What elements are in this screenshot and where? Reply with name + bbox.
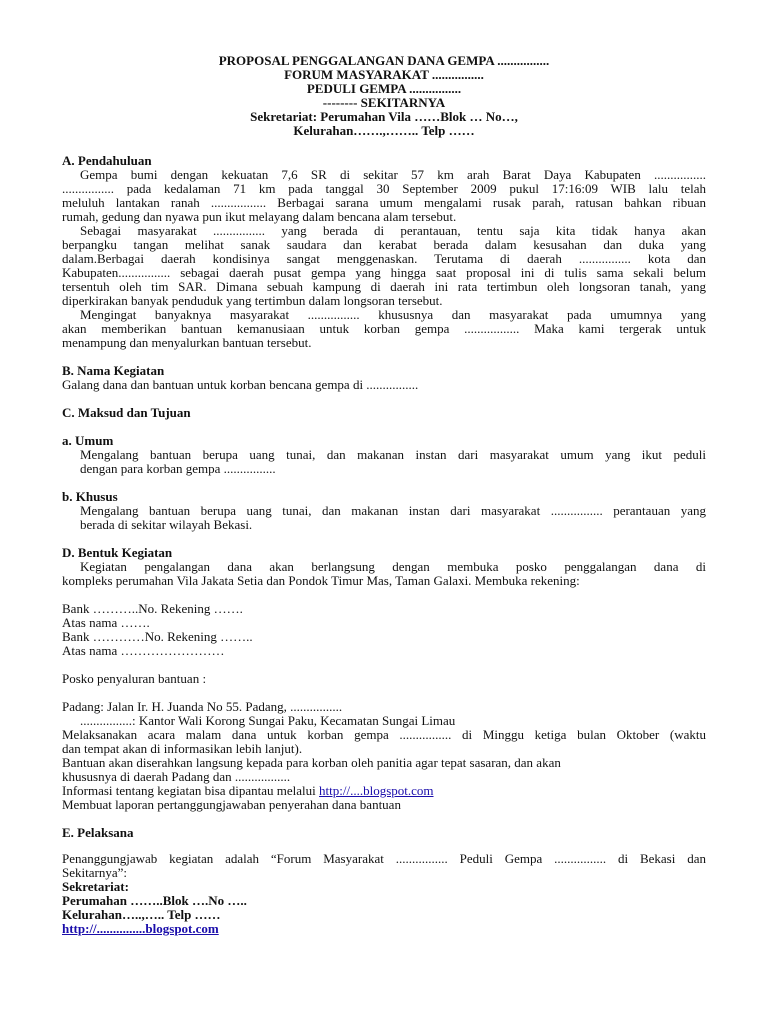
info-line xyxy=(62,784,706,798)
responsible-line: Sekitarnya”: xyxy=(62,865,127,880)
kelurahan-contact: Kelurahan…….,…….. Telp …… xyxy=(293,123,475,138)
section-a-line: rumah, gedung dan nyawa pun ikut melayang dalam bencana alam tersebut. xyxy=(62,209,457,224)
account-holder-line: Atas nama ……. xyxy=(62,615,150,630)
forum-title: FORUM MASYARAKAT ................ xyxy=(284,67,484,82)
section-a-line: tersentuh oleh tim SAR. Dimana sebuah kampung di daerah ini rata tertimbun oleh longsoran tanah, yang xyxy=(62,279,706,294)
section-c-heading: C. Maksud dan Tujuan xyxy=(62,405,191,420)
section-e-heading: E. Pelaksana xyxy=(62,825,134,840)
section-d-heading: D. Bentuk Kegiatan xyxy=(62,545,173,560)
section-d-line: Bantuan akan diserahkan langsung kepada para korban oleh panitia agar tepat sasaran, dan akan xyxy=(62,755,561,770)
kantor-address: ................: Kantor Wali Korong Sungai Paku, Kecamatan Sungai Limau xyxy=(80,713,456,728)
footer-link-line xyxy=(62,922,706,936)
khusus-line: berada di sekitar wilayah Bekasi. xyxy=(80,517,253,532)
blog-link[interactable]: http://...............blogspot.com xyxy=(62,921,219,936)
padang-address: Padang: Jalan Ir. H. Juanda No 55. Padang, ................ xyxy=(62,699,343,714)
umum-line: dengan para korban gempa ................ xyxy=(80,461,276,476)
proposal-title: PROPOSAL PENGGALANGAN DANA GEMPA ................ xyxy=(218,53,550,68)
section-d-line: dan tempat akan di informasikan lebih lanjut). xyxy=(62,741,303,756)
sekitarnya-title: -------- SEKITARNYA xyxy=(322,95,446,110)
laporan-line: Membuat laporan pertanggungjawaban penyerahan dana bantuan xyxy=(62,797,401,812)
section-d-line: khususnya di daerah Padang dan ................. xyxy=(62,769,291,784)
section-d-intro: Kegiatan pengalangan dana akan berlangsung dengan membuka posko penggalangan dana di xyxy=(80,559,706,574)
section-a-line: Kabupaten................ sebagai daerah pusat gempa yang hingga saat proposal ini di tulis sama sekali belum xyxy=(62,265,706,280)
section-d-line: Melaksanakan acara malam dana untuk korban gempa ................ di Minggu ketiga bulan Oktober (waktu xyxy=(62,727,706,742)
posko-label: Posko penyaluran bantuan : xyxy=(62,671,207,686)
perumahan-line: Perumahan ……..Blok ….No ….. xyxy=(62,893,247,908)
khusus-line: Mengalang bantuan berupa uang tunai, dan makanan instan dari masyarakat ................ perantauan yang xyxy=(80,503,706,518)
section-a-line: akan memberikan bantuan kemanusiaan untuk korban gempa ................. Maka kami tergerak untuk xyxy=(62,321,706,336)
subsection-umum-heading: a. Umum xyxy=(62,433,114,448)
bank-line: Bank …………No. Rekening …….. xyxy=(62,629,253,644)
section-a-line: berpangku tangan melihat sanak saudara dan kerabat berada dalam kesusahan dan duka yang xyxy=(62,237,706,252)
kelurahan-line: Kelurahan…..,….. Telp …… xyxy=(62,907,221,922)
section-a-heading: A. Pendahuluan xyxy=(62,153,152,168)
secretariat-address: Sekretariat: Perumahan Vila ……Blok … No…, xyxy=(250,109,518,124)
umum-line: Mengalang bantuan berupa uang tunai, dan makanan instan dari masyarakat umum yang ikut peduli xyxy=(80,447,706,462)
info-prefix: Informasi tentang kegiatan bisa dipantau melalui xyxy=(62,783,320,798)
subsection-khusus-heading: b. Khusus xyxy=(62,489,118,504)
peduli-title: PEDULI GEMPA ................ xyxy=(306,81,462,96)
section-a-line: Sebagai masyarakat ................ yang berada di perantauan, tentu saja kita tidak hanya akan xyxy=(80,223,706,238)
section-a-line: diperkirakan banyak penduduk yang tertimbun dalam longsoran tersebut. xyxy=(62,293,443,308)
section-a-line: ................ pada kedalaman 71 km pada tanggal 30 September 2009 pukul 17:16:09 WIB lalu telah xyxy=(62,181,706,196)
bank-line: Bank ………..No. Rekening ……. xyxy=(62,601,243,616)
section-a-line: menampung dan menyalurkan bantuan tersebut. xyxy=(62,335,312,350)
section-d-intro: kompleks perumahan Vila Jakata Setia dan Pondok Timur Mas, Taman Galaxi. Membuka rekening: xyxy=(62,573,580,588)
section-a-line: Mengingat banyaknya masyarakat ................ khususnya dan masyarakat pada umumnya yang xyxy=(80,307,706,322)
section-b-heading: B. Nama Kegiatan xyxy=(62,363,165,378)
section-a-line: meluluh lantakan ranah ................. Berbagai sarana umum mengalami rusak parah, ratusan bahkan ribuan xyxy=(62,195,706,210)
section-b-text: Galang dana dan bantuan untuk korban bencana gempa di ................ xyxy=(62,377,419,392)
account-holder-line: Atas nama …………………… xyxy=(62,643,225,658)
section-a-line: Gempa bumi dengan kekuatan 7,6 SR di sekitar 57 km arah Barat Daya Kabupaten ................ xyxy=(80,167,706,182)
responsible-line: Penanggungjawab kegiatan adalah “Forum Masyarakat ................ Peduli Gempa ................ di Bekasi dan xyxy=(62,851,706,866)
secretariat-label: Sekretariat: xyxy=(62,879,129,894)
blog-link[interactable]: http://....blogspot.com xyxy=(319,783,434,798)
section-a-line: dalam.Berbagai daerah kondisinya sangat menggenaskan. Terutama di daerah ................ kota dan xyxy=(62,251,706,266)
